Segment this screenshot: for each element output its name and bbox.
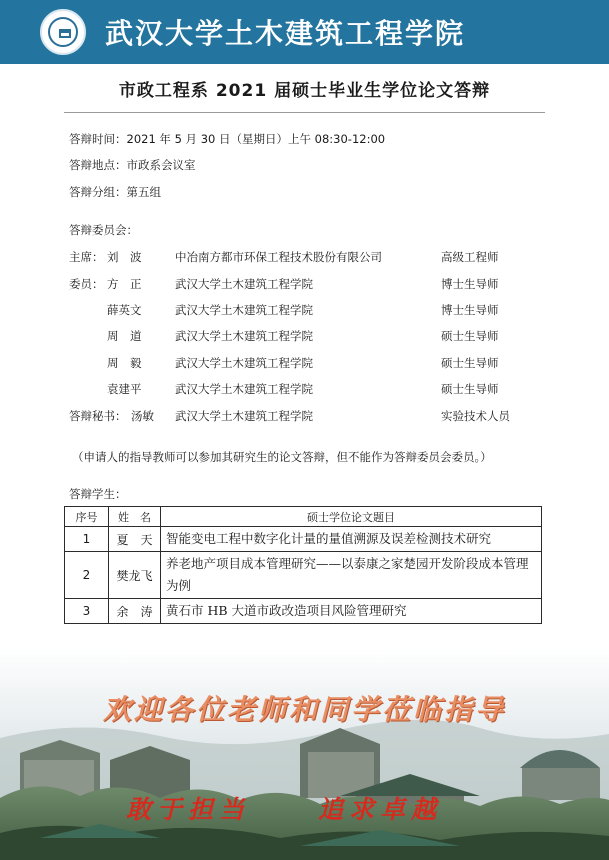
member-name: 方 正 xyxy=(107,277,142,291)
member-org: 武汉大学土木建筑工程学院 xyxy=(175,409,313,423)
column-header: 序号 xyxy=(65,507,109,527)
student-no: 1 xyxy=(65,527,109,552)
welcome-slogan: 欢迎各位老师和同学莅临指导 xyxy=(102,693,506,726)
member-role: 委员： xyxy=(69,277,104,291)
table-header-row xyxy=(65,507,542,527)
motto-left: 敢于担当 xyxy=(126,795,251,824)
member-name: 刘 波 xyxy=(107,250,142,264)
motto-right: 追求卓越 xyxy=(318,795,443,824)
committee-member xyxy=(69,381,549,401)
student-no: 2 xyxy=(65,552,109,599)
member-title: 博士生导师 xyxy=(441,303,499,317)
table-row xyxy=(65,552,542,599)
student-no: 3 xyxy=(65,599,109,624)
advisor-note: （申请人的指导教师可以参加其研究生的论文答辩，但不能作为答辩委员会委员。） xyxy=(72,450,492,464)
committee-member xyxy=(69,355,549,375)
page-title: 市政工程系 2021 届硕士毕业生学位论文答辩 xyxy=(118,81,491,101)
thesis-topic: 智能变电工程中数字化计量的量值溯源及误差检测技术研究 xyxy=(161,527,542,552)
defense-group: 答辩分组：第五组 xyxy=(69,185,161,199)
member-org: 武汉大学土木建筑工程学院 xyxy=(175,356,313,370)
school-name: 武汉大学土木建筑工程学院 xyxy=(105,17,466,50)
member-role: 主席： xyxy=(69,250,104,264)
member-title: 硕士生导师 xyxy=(441,329,499,343)
member-org: 武汉大学土木建筑工程学院 xyxy=(175,303,313,317)
committee-member xyxy=(69,328,549,348)
committee-member xyxy=(69,302,549,322)
member-org: 武汉大学土木建筑工程学院 xyxy=(175,277,313,291)
committee-member xyxy=(69,276,549,296)
member-org: 中冶南方都市环保工程技术股份有限公司 xyxy=(175,250,382,264)
member-name: 周 毅 xyxy=(107,356,142,370)
member-name: 袁建平 xyxy=(107,382,142,396)
thesis-topic: 黄石市 HB 大道市政改造项目风险管理研究 xyxy=(161,599,542,624)
students-label: 答辩学生： xyxy=(69,487,127,501)
table-row xyxy=(65,527,542,552)
member-name: 周 道 xyxy=(107,329,142,343)
column-header: 姓 名 xyxy=(109,507,161,527)
member-role: 答辩秘书： xyxy=(69,409,127,423)
student-name: 夏 天 xyxy=(109,527,161,552)
students-table xyxy=(64,506,542,624)
student-name: 余 涛 xyxy=(109,599,161,624)
member-title: 硕士生导师 xyxy=(441,356,499,370)
table-row xyxy=(65,599,542,624)
member-title: 高级工程师 xyxy=(441,250,499,264)
title-divider xyxy=(64,112,545,113)
defense-place: 答辩地点：市政系会议室 xyxy=(69,158,196,172)
member-title: 实验技术人员 xyxy=(441,409,510,423)
member-org: 武汉大学土木建筑工程学院 xyxy=(175,382,313,396)
university-logo-icon xyxy=(40,9,86,55)
student-name: 樊龙飞 xyxy=(109,552,161,599)
committee-label: 答辩委员会： xyxy=(69,223,138,237)
member-name: 薛英文 xyxy=(107,303,142,317)
member-title: 博士生导师 xyxy=(441,277,499,291)
column-header: 硕士学位论文题目 xyxy=(161,507,542,527)
thesis-topic: 养老地产项目成本管理研究——以泰康之家楚园开发阶段成本管理为例 xyxy=(161,552,542,599)
header-banner xyxy=(0,0,609,64)
committee-member xyxy=(69,408,549,428)
member-name: 汤敏 xyxy=(131,409,154,423)
member-title: 硕士生导师 xyxy=(441,382,499,396)
committee-member xyxy=(69,249,549,269)
campus-scenery-image xyxy=(0,648,609,860)
defense-time: 答辩时间：2021 年 5 月 30 日（星期日）上午 08:30-12:00 xyxy=(69,132,386,146)
member-org: 武汉大学土木建筑工程学院 xyxy=(175,329,313,343)
